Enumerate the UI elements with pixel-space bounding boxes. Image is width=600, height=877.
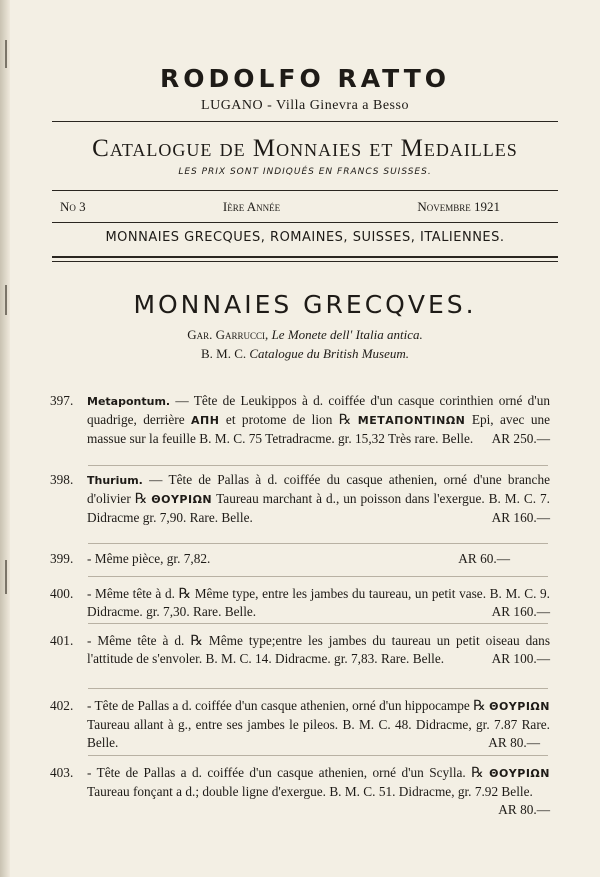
lot-separator [88,465,548,466]
greek-legend: ΘΟΥΡΙΩΝ [151,493,213,506]
lot-price: AR 80.— [488,735,540,750]
lot-description: - Même tête à d. ℞ Même type, entre les jambes du taureau, un petit vase. B. M. C. 9. Didracme. gr. 7,30. Rare. Belle. AR 160.— [87,586,550,619]
greek-legend: ΘΟΥΡΙΩΝ [489,700,550,713]
issue-date: Novembre 1921 [417,199,500,214]
catalogue-subtitle: LES PRIX SONT INDIQUÉS EN FRANCS SUISSES. [178,167,432,177]
reverse-symbol: ℞ [190,633,203,649]
lot-397 [50,392,550,448]
reverse-symbol: ℞ [134,491,148,507]
lot-price: AR 100.— [491,651,550,666]
binding-mark [5,285,7,315]
lot-separator [88,755,548,756]
lot-number: 401. [50,633,74,648]
issue-rule-bottom [52,222,558,223]
lot-description: - Tête de Pallas a d. coiffée d'un casque athenien, orné d'un Scylla. ℞ ΘΟΥΡΙΩΝ Taureau fonçant a d.; double ligne d'exergue. B. M. C. 51. Didracme, gr. 7.92 Belle. AR 80.— [87,765,550,817]
reference-abbr: B. M. C. [200,346,247,361]
lot-title: Thurium. [87,474,143,487]
lot-price: AR 250.— [491,431,550,446]
lot-number: 397. [50,393,74,408]
lot-description: Metapontum. — Tête de Leukippos à d. coiffée d'un casque corinthien orné d'un quadrige, derrière ΑΠΗ et protome de lion ℞ ΜΕΤΑΠΟΝΤΙΝΩΝ Epi, avec une massue sur la feuille B. M. C. 75 Tetradracme. gr. 15,32 Très rare. Belle. AR 250.— [87,393,551,446]
lot-price: AR 160.— [491,510,550,525]
reverse-symbol: ℞ [178,586,192,602]
reference-bmc [60,346,550,362]
lot-separator [88,688,548,689]
lot-price: AR 60.— [458,551,510,566]
greek-legend: ΜΕΤΑΠΟΝΤΙΝΩΝ [357,414,466,427]
lot-399 [50,550,550,568]
binding-edge [0,0,10,877]
reverse-symbol: ℞ [473,698,486,714]
reference-work: Le Monete dell' Italia antica. [271,327,423,342]
binding-mark [5,40,7,68]
issue-rule-top [52,190,558,191]
lot-description: - Même pièce, gr. 7,82. AR 60.— [87,551,510,566]
reference-author: Gar. Garrucci, [187,327,269,342]
lot-401 [50,632,550,668]
section-title: MONNAIES GRECQVES. [133,290,477,319]
header-rule [52,121,558,122]
issue-info [60,199,500,215]
lot-398 [50,471,550,527]
lot-number: 402. [50,698,74,713]
lot-403 [50,764,550,819]
lot-number: 398. [50,472,74,487]
lot-separator [88,623,548,624]
lot-description: Thurium. — Tête de Pallas à d. coiffée du casque athenien, orné d'une branche d'olivier ℞ ΘΟΥΡΙΩΝ Taureau marchant à d., un poisson dans l'exergue. B. M. C. 7. Didracme gr. 7,90. Rare. Belle. AR 160.— [87,472,551,525]
reverse-symbol: ℞ [471,765,484,781]
lot-400 [50,585,550,621]
lot-title: Metapontum. [87,395,171,408]
lot-402 [50,697,550,752]
lot-separator [88,543,548,544]
contents-line: MONNAIES GRECQUES, ROMAINES, SUISSES, ITALIENNES. [105,230,505,245]
lot-description: - Même tête à d. ℞ Même type;entre les jambes du taureau un petit oiseau dans l'attitude de s'envoler. B. M. C. 14. Didracme. gr. 7,83. Rare. Belle. AR 100.— [87,633,550,666]
double-rule-upper [52,256,558,258]
catalogue-title: Catalogue de Monnaies et Medailles [92,135,518,162]
reference-garrucci [60,327,550,343]
lot-price: AR 80.— [498,802,550,817]
dealer-address: LUGANO - Villa Ginevra a Besso [201,98,409,113]
greek-legend: ΑΠΗ [191,414,220,427]
lot-separator [88,576,548,577]
reference-work: Catalogue du British Museum. [249,346,409,361]
issue-year: Ière Année [222,199,281,214]
lot-description: - Tête de Pallas a d. coiffée d'un casque athenien, orné d'un hippocampe ℞ ΘΟΥΡΙΩΝ Taureau allant à g., entre ses jambes le pileos. B. M. C. 48. Didracme, gr. 7.87 Rare. Belle. AR 80.— [87,698,550,750]
issue-number: No 3 [60,199,86,214]
greek-legend: ΘΟΥΡΙΩΝ [489,767,550,780]
reverse-symbol: ℞ [338,412,352,428]
lot-number: 400. [50,586,74,601]
double-rule-lower [52,261,558,262]
binding-mark [5,560,7,594]
dealer-name: RODOLFO RATTO [159,64,451,93]
lot-number: 399. [50,551,74,566]
lot-price: AR 160.— [491,604,550,619]
lot-number: 403. [50,765,74,780]
